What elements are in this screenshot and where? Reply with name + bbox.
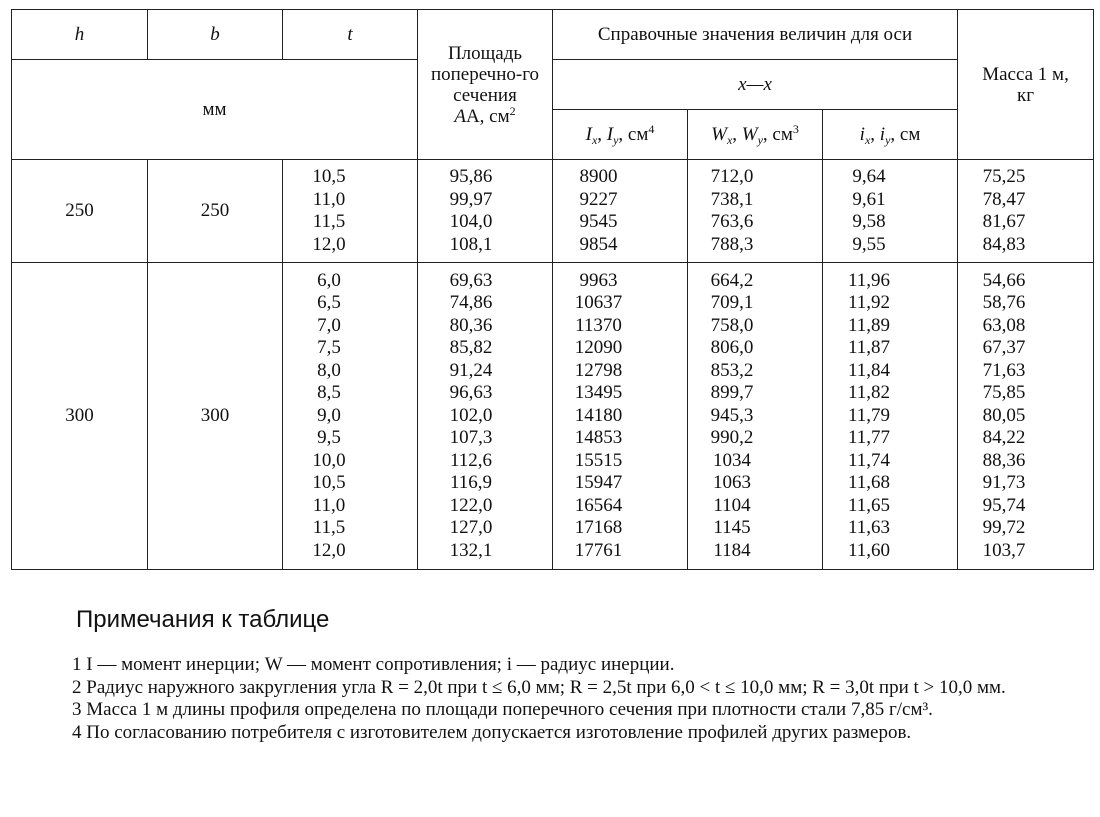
cell-b: 300 bbox=[148, 263, 283, 570]
cell-h: 300 bbox=[12, 263, 148, 570]
header-modulus: $W_x$, $W_y$, $см^3$ bbox=[688, 110, 823, 160]
notes-title: Примечания к таблице bbox=[76, 606, 330, 633]
note-4: 4 По согласованию потребителя с изготовителем допускается изготовление профилей других размеров. bbox=[72, 722, 912, 744]
note-3: 3 Масса 1 м длины профиля определена по площади поперечного сечения при плотности стали 7,85 г/см³. bbox=[72, 699, 933, 721]
cell-modulus-list: 664,2 709,1 758,0 806,0 853,2 899,7 945,3 990,2 1034 1063 1104 1145 1184 bbox=[688, 263, 823, 570]
header-area: Площадь поперечно-го сечения AA, $см^2$ bbox=[418, 10, 553, 160]
header-t: t bbox=[283, 10, 418, 60]
cell-area-list: 69,63 74,86 80,36 85,82 91,24 96,63 102,0 107,3 112,6 116,9 122,0 127,0 132,1 bbox=[418, 263, 553, 570]
note-2: 2 Радиус наружного закругления угла R = 2,0t при t ≤ 6,0 мм; R = 2,5t при 6,0 < t ≤ 10,0 мм; R = 3,0t при t > 10,0 мм. bbox=[72, 676, 1006, 698]
cell-modulus-list: 712,0 738,1 763,6 788,3 bbox=[688, 160, 823, 263]
header-b: b bbox=[148, 10, 283, 60]
header-mass: Масса 1 м, кг bbox=[958, 10, 1094, 160]
cell-b: 250 bbox=[148, 160, 283, 263]
cell-t-list: 6,0 6,5 7,0 7,5 8,0 8,5 9,0 9,5 10,0 10,5 11,0 11,5 12,0 bbox=[283, 263, 418, 570]
table-row-250 bbox=[12, 160, 1094, 263]
cell-inertia-list: 9963 10637 11370 12090 12798 13495 14180 14853 15515 15947 16564 17168 17761 bbox=[553, 263, 688, 570]
cell-t-list: 10,5 11,0 11,5 12,0 bbox=[283, 160, 418, 263]
notes-list bbox=[42, 654, 1087, 745]
cell-inertia-list: 8900 9227 9545 9854 bbox=[553, 160, 688, 263]
cell-mass-list: 75,25 78,47 81,67 84,83 bbox=[958, 160, 1094, 263]
note-1: 1 I — момент инерции; W — момент сопротивления; i — радиус инерции. bbox=[72, 654, 675, 675]
profile-table bbox=[11, 9, 1094, 570]
header-radius: $i_x$, $i_y$, см bbox=[823, 110, 958, 160]
cell-mass-list: 54,66 58,76 63,08 67,37 71,63 75,85 80,05 84,22 88,36 91,73 95,74 99,72 103,7 bbox=[958, 263, 1094, 570]
header-h: h bbox=[12, 10, 148, 60]
cell-area-list: 95,86 99,97 104,0 108,1 bbox=[418, 160, 553, 263]
header-unit-mm: мм bbox=[12, 60, 418, 160]
cell-h: 250 bbox=[12, 160, 148, 263]
cell-radius-list: 11,96 11,92 11,89 11,87 11,84 11,82 11,79 11,77 11,74 11,68 11,65 11,63 11,60 bbox=[823, 263, 958, 570]
header-inertia: $I_x$, $I_y$, $см^4$ bbox=[553, 110, 688, 160]
table-row-300 bbox=[12, 263, 1094, 570]
cell-radius-list: 9,64 9,61 9,58 9,55 bbox=[823, 160, 958, 263]
header-axis: x—x bbox=[553, 60, 958, 110]
header-ref-values: Справочные значения величин для оси bbox=[553, 10, 958, 60]
area-unit: A, см bbox=[465, 105, 510, 127]
